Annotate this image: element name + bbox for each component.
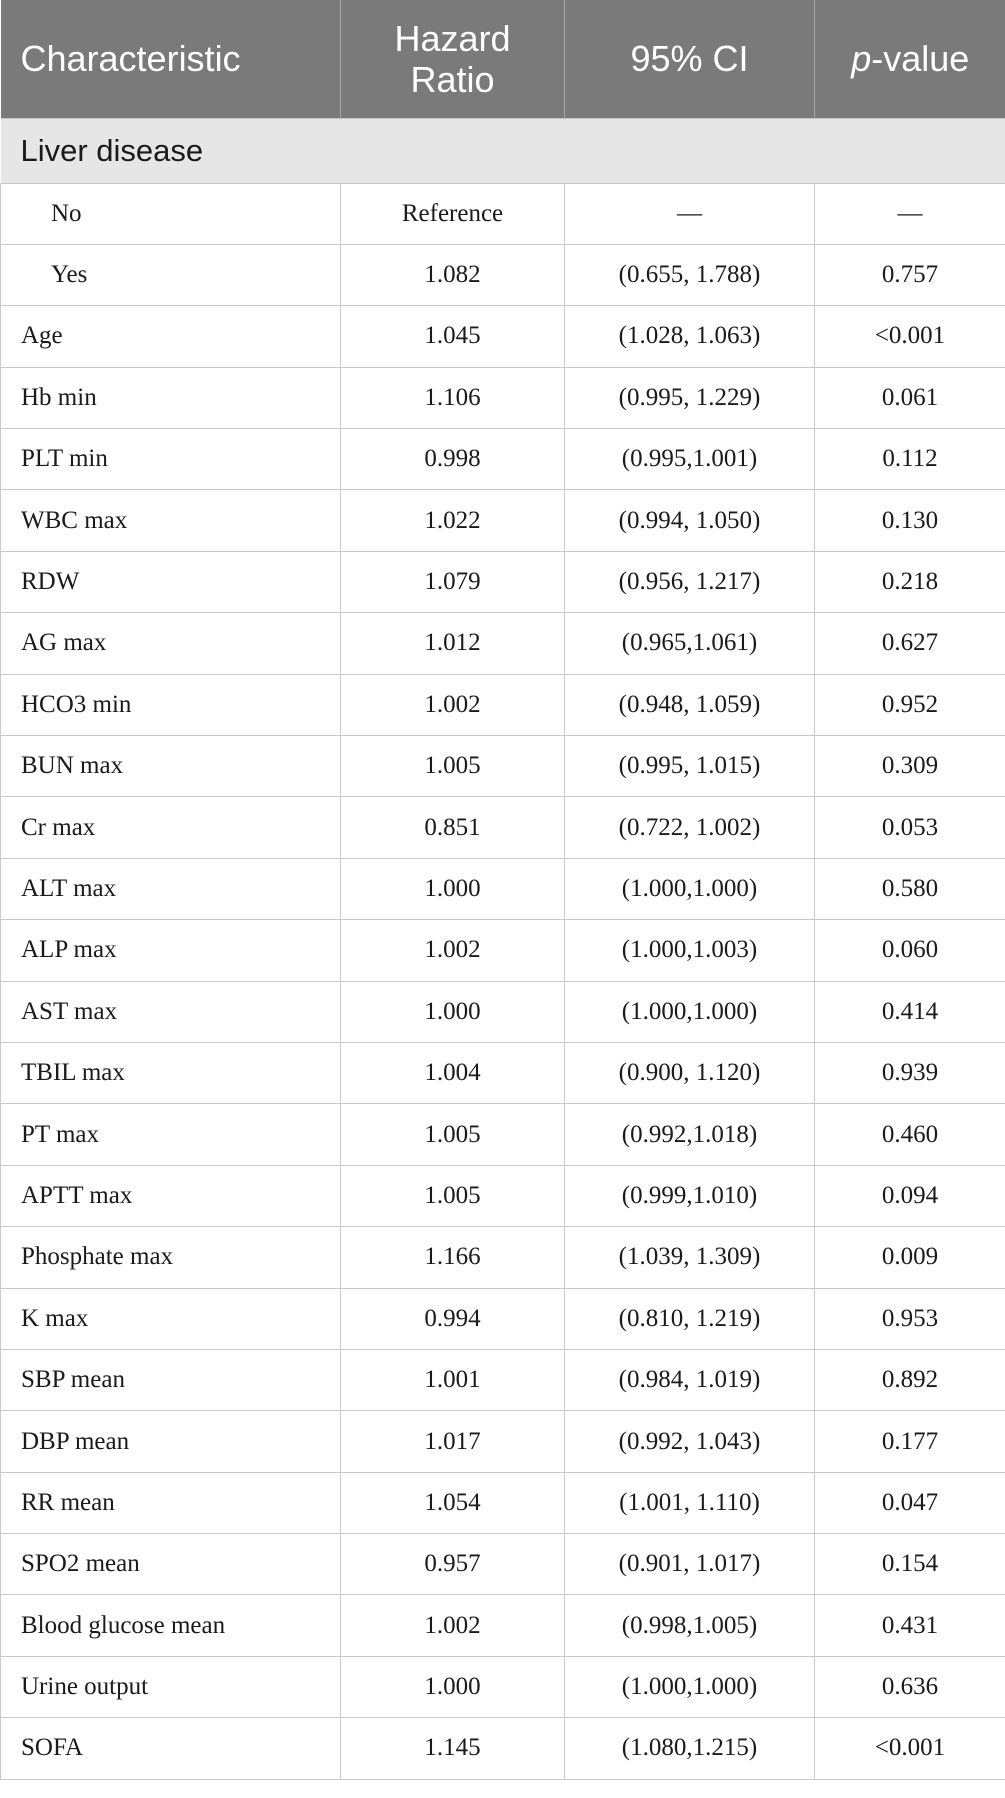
cell-ci: (0.655, 1.788) [565,244,815,305]
cell-hazard-ratio: 1.000 [341,858,565,919]
cell-p-value: 0.460 [815,1104,1005,1165]
cell-p-value: 0.053 [815,797,1005,858]
table-row [1,244,1005,305]
cell-ci: (0.900, 1.120) [565,1042,815,1103]
cell-hazard-ratio: 0.998 [341,429,565,490]
cell-p-value: 0.952 [815,674,1005,735]
cell-p-value: 0.431 [815,1595,1005,1656]
table-row [1,1472,1005,1533]
table-row [1,306,1005,367]
cell-ci: (1.028, 1.063) [565,306,815,367]
cell-hazard-ratio: Reference [341,183,565,244]
cell-p-value: <0.001 [815,306,1005,367]
header-p-value [815,0,1005,118]
cell-p-value: 0.060 [815,920,1005,981]
table-row [1,1104,1005,1165]
cell-characteristic: ALT max [1,858,341,919]
cell-characteristic: SBP mean [1,1349,341,1410]
cell-p-value: 0.094 [815,1165,1005,1226]
cell-hazard-ratio: 1.005 [341,736,565,797]
cell-hazard-ratio: 1.002 [341,920,565,981]
cell-characteristic: RR mean [1,1472,341,1533]
table-row [1,1534,1005,1595]
cell-characteristic: PLT min [1,429,341,490]
header-hazard-ratio [341,0,565,118]
table-row [1,1288,1005,1349]
table-row [1,858,1005,919]
cell-hazard-ratio: 1.002 [341,1595,565,1656]
cell-p-value: 0.939 [815,1042,1005,1103]
cell-p-value: 0.009 [815,1227,1005,1288]
cell-characteristic: AST max [1,981,341,1042]
cell-characteristic: PT max [1,1104,341,1165]
cell-p-value: 0.177 [815,1411,1005,1472]
cell-p-value: 0.047 [815,1472,1005,1533]
cell-ci: (1.080,1.215) [565,1718,815,1779]
cell-characteristic: ALP max [1,920,341,981]
header-row [1,0,1005,118]
cell-hazard-ratio: 1.045 [341,306,565,367]
cell-ci: (1.000,1.000) [565,858,815,919]
cell-p-value: 0.218 [815,551,1005,612]
header-p-rest: -value [871,38,970,80]
cell-characteristic: SOFA [1,1718,341,1779]
cell-hazard-ratio: 1.054 [341,1472,565,1533]
cell-p-value: 0.414 [815,981,1005,1042]
table-row [1,367,1005,428]
cell-characteristic: TBIL max [1,1042,341,1103]
table-row [1,797,1005,858]
cell-p-value: 0.627 [815,613,1005,674]
cell-p-value: — [815,183,1005,244]
cell-hazard-ratio: 1.166 [341,1227,565,1288]
cell-hazard-ratio: 1.004 [341,1042,565,1103]
cell-ci: (0.992,1.018) [565,1104,815,1165]
table-body [1,118,1005,1779]
cell-characteristic: HCO3 min [1,674,341,735]
cell-characteristic: K max [1,1288,341,1349]
cell-ci: (1.000,1.003) [565,920,815,981]
table-row [1,1718,1005,1779]
cell-p-value: 0.892 [815,1349,1005,1410]
table-row [1,981,1005,1042]
cell-hazard-ratio: 1.145 [341,1718,565,1779]
table-row [1,1165,1005,1226]
cell-characteristic: SPO2 mean [1,1534,341,1595]
cell-ci: (1.000,1.000) [565,1656,815,1717]
cell-ci: (0.810, 1.219) [565,1288,815,1349]
table-row [1,429,1005,490]
cell-hazard-ratio: 1.000 [341,1656,565,1717]
cell-hazard-ratio: 1.005 [341,1104,565,1165]
cell-ci: (0.984, 1.019) [565,1349,815,1410]
table-row [1,1349,1005,1410]
cell-ci: (0.722, 1.002) [565,797,815,858]
cell-ci: (0.995, 1.229) [565,367,815,428]
cell-characteristic: No [1,183,341,244]
cell-characteristic: Hb min [1,367,341,428]
cell-hazard-ratio: 1.012 [341,613,565,674]
section-label: Liver disease [1,118,1005,183]
cell-p-value: 0.112 [815,429,1005,490]
cell-ci: (0.948, 1.059) [565,674,815,735]
cell-ci: (0.999,1.010) [565,1165,815,1226]
cell-ci: (1.039, 1.309) [565,1227,815,1288]
cell-ci: (0.998,1.005) [565,1595,815,1656]
cell-p-value: 0.636 [815,1656,1005,1717]
cell-ci: (0.901, 1.017) [565,1534,815,1595]
cell-ci: (0.995,1.001) [565,429,815,490]
table-row [1,1656,1005,1717]
header-ci: 95% CI [565,0,815,118]
table-header [1,0,1005,118]
cell-p-value: 0.953 [815,1288,1005,1349]
cell-p-value: 0.130 [815,490,1005,551]
cell-hazard-ratio: 1.002 [341,674,565,735]
cell-characteristic: Age [1,306,341,367]
cell-p-value: 0.154 [815,1534,1005,1595]
cell-p-value: 0.580 [815,858,1005,919]
table-row [1,1042,1005,1103]
header-hazard-ratio-line1: Hazard [394,17,511,59]
cell-p-value: 0.309 [815,736,1005,797]
cell-ci: (1.001, 1.110) [565,1472,815,1533]
cell-ci: — [565,183,815,244]
cell-characteristic: AG max [1,613,341,674]
section-row [1,118,1005,183]
cell-characteristic: APTT max [1,1165,341,1226]
cell-hazard-ratio: 1.001 [341,1349,565,1410]
cell-hazard-ratio: 1.017 [341,1411,565,1472]
table-row [1,613,1005,674]
cell-characteristic: WBC max [1,490,341,551]
table-row [1,551,1005,612]
cell-ci: (0.965,1.061) [565,613,815,674]
header-p-italic: p [851,38,872,80]
cell-hazard-ratio: 1.000 [341,981,565,1042]
cell-p-value: 0.757 [815,244,1005,305]
cell-hazard-ratio: 0.851 [341,797,565,858]
cell-hazard-ratio: 1.005 [341,1165,565,1226]
table-row [1,674,1005,735]
table-row [1,1227,1005,1288]
cell-p-value: <0.001 [815,1718,1005,1779]
cell-ci: (0.994, 1.050) [565,490,815,551]
cell-characteristic: Cr max [1,797,341,858]
cell-characteristic: DBP mean [1,1411,341,1472]
cell-characteristic: Blood glucose mean [1,1595,341,1656]
cell-characteristic: BUN max [1,736,341,797]
cell-hazard-ratio: 0.994 [341,1288,565,1349]
cell-ci: (0.956, 1.217) [565,551,815,612]
header-characteristic: Characteristic [1,0,341,118]
cell-hazard-ratio: 1.022 [341,490,565,551]
cell-ci: (0.992, 1.043) [565,1411,815,1472]
table-row [1,490,1005,551]
cell-hazard-ratio: 0.957 [341,1534,565,1595]
table-row [1,920,1005,981]
table-row [1,1411,1005,1472]
cell-characteristic: Yes [1,244,341,305]
cell-hazard-ratio: 1.079 [341,551,565,612]
cell-characteristic: RDW [1,551,341,612]
table-row [1,183,1005,244]
cell-characteristic: Urine output [1,1656,341,1717]
cell-hazard-ratio: 1.082 [341,244,565,305]
cell-ci: (1.000,1.000) [565,981,815,1042]
table-row [1,736,1005,797]
table-row [1,1595,1005,1656]
cell-p-value: 0.061 [815,367,1005,428]
cell-ci: (0.995, 1.015) [565,736,815,797]
cell-characteristic: Phosphate max [1,1227,341,1288]
cell-hazard-ratio: 1.106 [341,367,565,428]
header-hazard-ratio-line2: Ratio [410,58,495,100]
